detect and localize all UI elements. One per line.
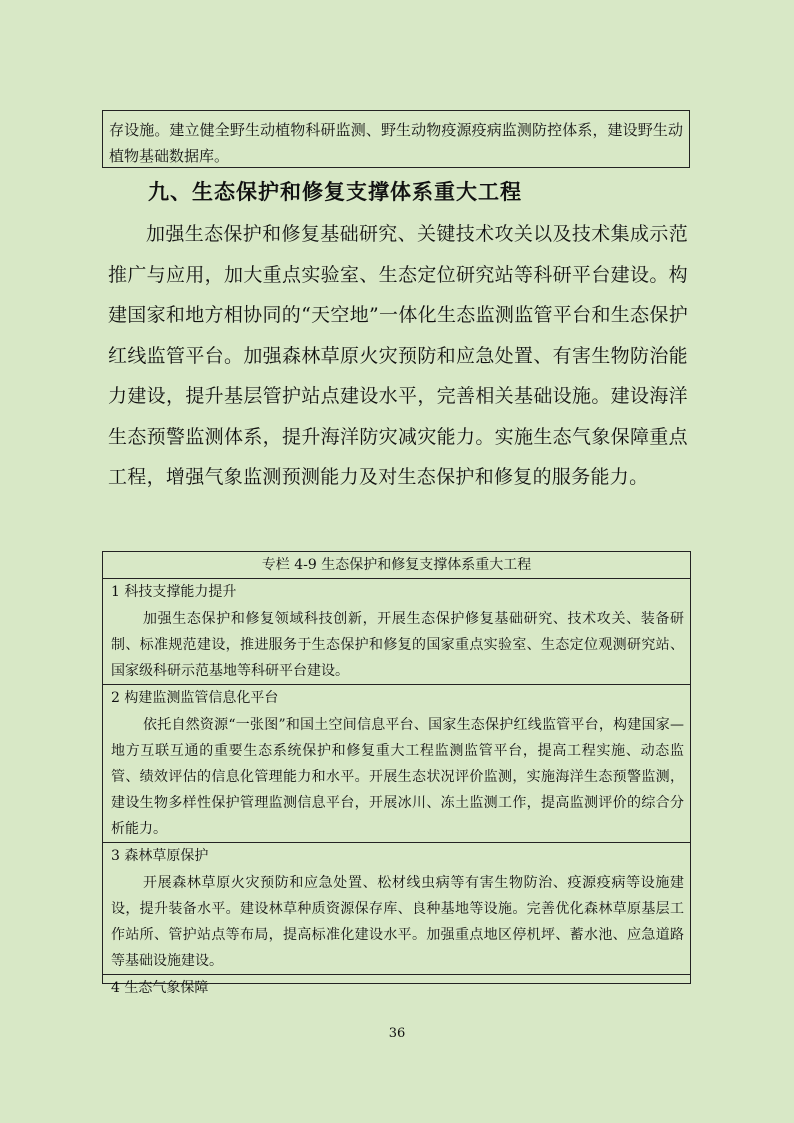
continued-text: 存设施。建立健全野生动植物科研监测、野生动物疫源疫病监测防控体系，建设野生动植物基础数据库。 xyxy=(109,121,683,165)
body-paragraph: 加强生态保护和修复基础研究、关键技术攻关以及技术集成示范推广与应用，加大重点实验室、生态定位研究站等科研平台建设。构建国家和地方相协同的“天空地”一体化生态监测监管平台和生态保护红线监管平台。加强森林草原火灾预防和应急处置、有害生物防治能力建设，提升基层管护站点建设水平，完善相关基础设施。建设海洋生态预警监测体系，提升海洋防灾减灾能力。实施生态气象保障重点工程，增强气象监测预测能力及对生态保护和修复的服务能力。 xyxy=(108,223,688,488)
section-item-body: 开展森林草原火灾预防和应急处置、松材线虫病等有害生物防治、疫源疫病等设施建设，提升装备水平。建设林草种质资源保存库、良种基地等设施。完善优化森林草原基层工作站所、管护站点等布局，提高标准化建设水平。加强重点地区停机坪、蓄水池、应急道路等基础设施建设。 xyxy=(111,875,684,969)
table-section xyxy=(103,975,690,1002)
section-item-heading: 1 科技支撑能力提升 xyxy=(111,584,237,600)
section-item-body: 依托自然资源“一张图”和国土空间信息平台、国家生态保护红线监管平台，构建国家—地方互联互通的重要生态系统保护和修复重大工程监测监管平台，提高工程实施、动态监管、绩效评估的信息化管理能力和水平。开展生态状况评价监测，实施海洋生态预警监测，建设生物多样性保护管理监测信息平台，开展冰川、冻土监测工作，提高监测评价的综合分析能力。 xyxy=(111,717,684,837)
section-item-heading: 3 森林草原保护 xyxy=(111,848,209,864)
page-number: 36 xyxy=(388,1026,406,1041)
project-table xyxy=(102,551,691,996)
continued-text-box xyxy=(102,110,690,168)
section-item-heading: 4 生态气象保障 xyxy=(111,980,209,996)
section-heading: 九、生态保护和修复支撑体系重大工程 xyxy=(148,180,522,204)
table-section xyxy=(103,685,690,843)
section-item-body: 加强生态保护和修复领域科技创新，开展生态保护修复基础研究、技术攻关、装备研制、标准规范建设，推进服务于生态保护和修复的国家重点实验室、生态定位观测研究站、国家级科研示范基地等科研平台建设。 xyxy=(111,611,684,679)
table-section xyxy=(103,843,690,975)
section-item-heading: 2 构建监测监管信息化平台 xyxy=(111,690,279,706)
table-section xyxy=(103,579,690,685)
table-title: 专栏 4-9 生态保护和修复支撑体系重大工程 xyxy=(103,552,690,579)
